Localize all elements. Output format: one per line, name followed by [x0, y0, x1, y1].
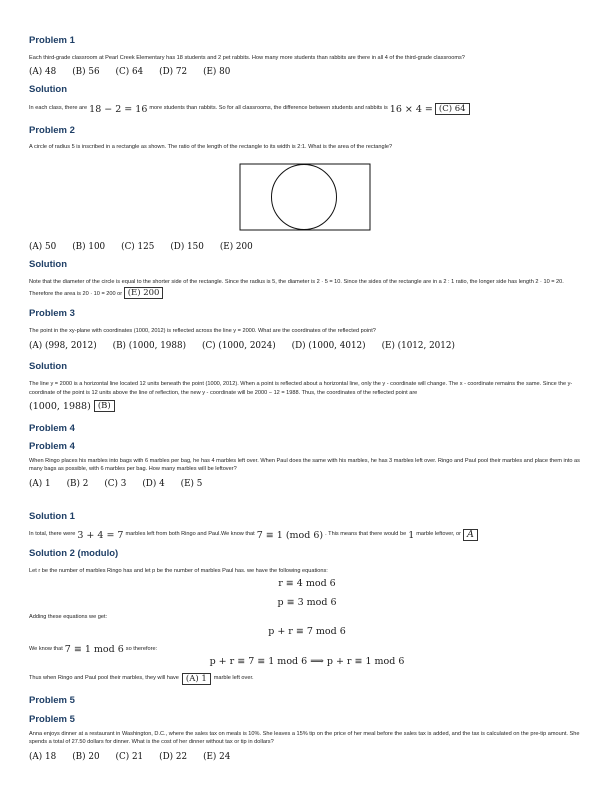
- problem-4-choices: [29, 478, 585, 490]
- equation-sum: p + r ≡ 7 mod 6: [268, 626, 346, 637]
- problem-4-heading-repeat: Problem 4: [29, 441, 75, 452]
- problem-2-heading: Problem 2: [29, 125, 75, 136]
- problem-3-choices: [29, 340, 585, 352]
- equation-p: p ≡ 3 mod 6: [277, 597, 337, 608]
- solution-text: We know that: [29, 645, 63, 652]
- solution-number: 1: [408, 529, 415, 541]
- choice-d: (D) 150: [170, 242, 204, 252]
- choice-e: (E) 80: [203, 67, 231, 77]
- choice-d: (D) 4: [142, 479, 165, 489]
- choice-c: (C) 21: [115, 752, 144, 762]
- choice-e: (E) 5: [180, 479, 203, 489]
- adding-text: Adding these equations we get:: [29, 614, 108, 620]
- problem-3-solution: The line y = 2000 is a horizontal line located 12 units beneath the point (1000, 2012). When a point is reflected about a horizontal line, only the y - coordinate will change. The x - coordinate remains the same. Since the y-coordinate of the point is 12 units above the line of reflection, the new y - coordinate will be 2000 − 12 = 1988. Thus, the coordinates of the reflected point are: [29, 381, 573, 396]
- solution-equation: 16 × 4 =: [389, 103, 433, 115]
- problem-1-solution-heading: Solution: [29, 84, 67, 95]
- choice-b: (B) 2: [66, 479, 89, 489]
- problem-4-solution-2-text: Let r be the number of marbles Ringo has and let p be the number of marbles Paul has. we have the following equations:: [29, 568, 328, 574]
- problem-5-text: Anna enjoys dinner at a restaurant in Washington, D.C., where the sales tax on meals is 10%. She leaves a 15% tip on the price of her meal before the sales tax is added, and the tax is calculated on the pre-tip amount. She spends a total of 27.50 dollars for dinner. What is the cost of her dinner without tax or tip in dollars?: [29, 731, 580, 745]
- answer-box: (B): [94, 400, 115, 412]
- choice-a: (A) 50: [29, 242, 57, 252]
- solution-text: more students than rabbits. So for all classrooms, the difference between students and rabbits is: [149, 105, 388, 112]
- rectangle-circle-figure: [239, 163, 371, 231]
- problem-5-heading-repeat: Problem 5: [29, 714, 75, 725]
- choice-e: (E) (1012, 2012): [381, 341, 455, 351]
- problem-3-solution-heading: Solution: [29, 361, 67, 372]
- choice-d: (D) (1000, 4012): [291, 341, 366, 351]
- problem-3-text: The point in the xy-plane with coordinates (1000, 2012) is reflected across the line y = 2000. What are the coordinates of the reflected point?: [29, 328, 376, 334]
- answer-box: (C) 64: [435, 103, 470, 115]
- solution-text: In each class, there are: [29, 105, 88, 112]
- choice-a: (A) 48: [29, 67, 57, 77]
- solution-text: marbles left from both Ringo and Paul.We know that: [125, 531, 255, 538]
- solution-equation: 3 + 4 = 7: [77, 529, 124, 541]
- problem-3-heading: Problem 3: [29, 308, 75, 319]
- choice-c: (C) 3: [104, 479, 127, 489]
- solution-equation: 7 ≡ 1 (mod 6): [256, 529, 324, 541]
- choice-c: (C) 64: [115, 67, 144, 77]
- problem-1-heading: Problem 1: [29, 35, 75, 46]
- result-coordinates: (1000, 1988): [29, 400, 91, 412]
- solution-text: marble leftover, or: [416, 531, 462, 538]
- answer-box: (E) 200: [124, 287, 164, 299]
- problem-4-heading: Problem 4: [29, 423, 75, 434]
- final-line: [29, 673, 585, 685]
- choice-a: (A) 18: [29, 752, 57, 762]
- choice-e: (E) 24: [203, 752, 231, 762]
- solution-equation: 18 − 2 = 16: [89, 103, 148, 115]
- problem-4-solution-1: [29, 529, 585, 541]
- equation-r: r ≡ 4 mod 6: [278, 578, 336, 589]
- choice-b: (B) (1000, 1988): [112, 341, 187, 351]
- problem-3-result: [29, 400, 585, 412]
- problem-2-choices: [29, 241, 585, 253]
- problem-5-choices: [29, 751, 585, 763]
- problem-1-text: Each third-grade classroom at Pearl Creek Elementary has 18 students and 2 pet rabbits. How many more students than rabbits are there in all 4 of the third-grade classrooms?: [29, 55, 465, 61]
- equation-final: p + r ≡ 7 ≡ 1 mod 6 ⟹ p + r ≡ 1 mod 6: [209, 656, 405, 667]
- choice-a: (A) 1: [29, 479, 51, 489]
- problem-4-solution-2-heading: Solution 2 (modulo): [29, 548, 119, 559]
- solution-text: marble left over.: [213, 675, 254, 682]
- choice-d: (D) 22: [159, 752, 188, 762]
- choice-b: (B) 20: [72, 752, 100, 762]
- answer-box: A: [463, 529, 478, 541]
- solution-text: Thus when Ringo and Paul pool their marbles, they will have: [29, 675, 179, 682]
- choice-d: (D) 72: [159, 67, 188, 77]
- answer-box: (A) 1: [182, 673, 211, 685]
- know-line: [29, 644, 585, 655]
- choice-a: (A) (998, 2012): [29, 341, 97, 351]
- choice-c: (C) 125: [121, 242, 155, 252]
- choice-b: (B) 56: [72, 67, 100, 77]
- choice-c: (C) (1000, 2024): [202, 341, 276, 351]
- choice-e: (E) 200: [219, 242, 253, 252]
- solution-text: . This means that there would be: [325, 531, 407, 538]
- solution-text: Note that the diameter of the circle is equal to the shorter side of the rectangle. Since the radius is 5, the diameter is 2 · 5 = 10. Since the sides of the rectangle are in a 2 : 1 ratio, the longer side has length 2 · 10 = 20. Therefore the area is 20 · 10 = 200 or: [29, 279, 564, 297]
- problem-2-text: A circle of radius 5 is inscribed in a rectangle as shown. The ratio of the length of the rectangle to its width is 2:1. What is the area of the rectangle?: [29, 144, 393, 150]
- problem-2-solution-heading: Solution: [29, 259, 67, 270]
- solution-text: In total, there were: [29, 531, 76, 538]
- choice-b: (B) 100: [72, 242, 106, 252]
- solution-equation: 7 ≡ 1 mod 6: [64, 644, 124, 655]
- problem-1-choices: [29, 66, 585, 78]
- problem-1-solution: [29, 103, 585, 115]
- problem-4-solution-1-heading: Solution 1: [29, 511, 75, 522]
- problem-2-solution: [29, 278, 585, 299]
- inscribed-circle: [272, 165, 337, 230]
- rectangle: [240, 164, 370, 230]
- problem-4-text: When Ringo places his marbles into bags with 6 marbles per bag, he has 4 marbles left over. When Paul does the same with his marbles, he has 3 marbles left over. Ringo and Paul pool their marbles and place them into as many bags as possible, with 6 marbles per bag. How many marbles will be leftover?: [29, 458, 580, 472]
- problem-5-heading: Problem 5: [29, 695, 75, 706]
- solution-text: so therefore:: [125, 645, 158, 652]
